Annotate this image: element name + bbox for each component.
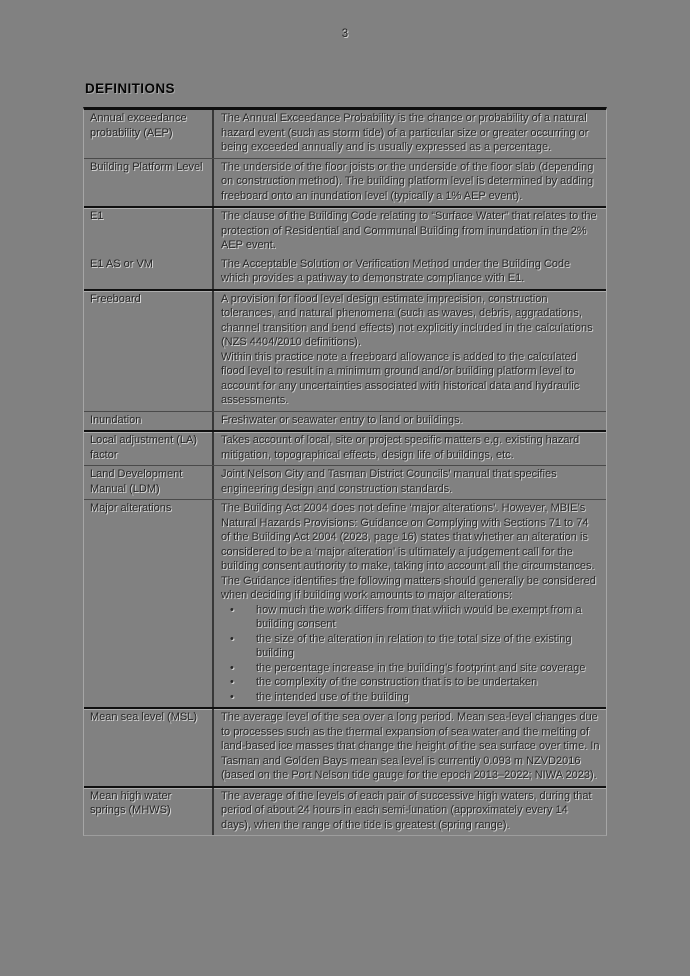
bullet-icon: • (230, 661, 234, 674)
table-row-freeboard (84, 289, 606, 411)
table-row-e1-as-or-vm (84, 256, 606, 289)
term-cell: E1 (90, 210, 104, 222)
term-cell: Inundation (90, 413, 142, 426)
list-item (230, 603, 600, 632)
definition-paragraph: A provision for flood level design estimate imprecision, construction tolerances, and natural phenomena (such as waves, debris, aggradations, channel transition and bend effects) not explicitly included in the calculations (NZS 4404/2010 definitions). (221, 292, 593, 348)
table-row-major-alterations (84, 499, 606, 707)
bullet-icon: • (230, 676, 234, 688)
bullet-text: how much the work differs from that which would be exempt from a building consent (256, 603, 582, 630)
table-row-local-adjustment-factor (84, 430, 606, 465)
table-row-building-platform-level (84, 158, 606, 207)
list-item (230, 661, 600, 676)
definition-cell: Joint Nelson City and Tasman District Councils’ manual that specifies engineering design and construction standards. (212, 466, 606, 499)
bullet-icon: • (230, 690, 234, 703)
page-title: DEFINITIONS (85, 81, 175, 96)
major-alterations-bullet-list (221, 603, 600, 705)
definition-cell (212, 500, 606, 707)
term-cell: Mean high water springs (MHWS) (90, 789, 172, 816)
table-row-inundation (84, 411, 606, 431)
definition-cell: Takes account of local, site or project specific matters e.g. existing hazard mitigation, topographical effects, design life of buildings, etc. (212, 432, 606, 465)
definition-cell: The underside of the floor joists or the underside of the floor slab (depending on construction method). The building platform level is determined by adding freeboard onto an inundation level (typically a 1% AEP event). (212, 159, 606, 207)
term-cell: Land Development Manual (LDM) (90, 468, 183, 495)
definition-paragraph: The Building Act 2004 does not define ‘major alterations’. However, MBIE’s Natural Hazards Provisions: Guidance on Complying with Sections 71 to 74 of the Building Act 2004 (2023, page 16) states that whether an alteration is considered to be a ‘major alteration’ is ultimately a judgement call for the building consent authority to make, taking into account all the circumstances. The Guidance identifies the following matters should generally be considered when deciding if building work amounts to major alterations: (221, 502, 596, 601)
term-cell: Freeboard (90, 292, 141, 305)
definition-cell: The clause of the Building Code relating to “Surface Water” that relates to the protection of Residential and Communal Building from inundation in the 2% AEP event. (212, 208, 606, 256)
bullet-icon: • (230, 632, 234, 645)
table-row-aep (84, 110, 606, 158)
list-item (230, 675, 600, 690)
bullet-text: the percentage increase in the building’s footprint and site coverage (256, 661, 586, 674)
definition-cell: The Annual Exceedance Probability is the chance or probability of a natural hazard event (such as storm tide) of a particular size or greater occurring or being exceeded annually and is usually expressed as a percentage. (212, 110, 606, 158)
term-cell: Annual exceedance probability (AEP) (90, 112, 187, 139)
term-cell: Major alterations (90, 502, 172, 514)
definition-paragraph: Within this practice note a freeboard allowance is added to the calculated flood level to result in a minimum ground and/or building platform level to account for any uncertainties associated with historical data and hydraulic assessments. (221, 350, 580, 406)
table-row-mean-sea-level (84, 707, 606, 786)
bullet-text: the complexity of the construction that is to be undertaken (256, 676, 538, 688)
table-row-e1 (84, 206, 606, 256)
definition-cell: The Acceptable Solution or Verification Method under the Building Code which provides a pathway to demonstrate compliance with E1. (212, 256, 606, 289)
list-item (230, 690, 600, 705)
bullet-text: the intended use of the building (256, 690, 409, 703)
definition-cell (212, 291, 606, 411)
list-item (230, 632, 600, 661)
page-number: 3 (341, 28, 349, 40)
definition-cell: The average level of the sea over a long period. Mean sea-level changes due to processes such as the thermal expansion of sea water and the melting of land-based ice masses that change the height of the sea surface over time. In Tasman and Golden Bays mean sea level is currently 0.093 m NZVD2016 (based on the Port Nelson tide gauge for the epoch 2013–2022; NIWA 2023). (212, 709, 606, 786)
definition-cell: The average of the levels of each pair of successive high waters, during that period of about 24 hours in each semi-lunation (approximately every 14 days), when the range of the tide is greatest (spring range). (212, 788, 606, 836)
definitions-table (83, 107, 607, 836)
table-row-land-development-manual (84, 465, 606, 499)
table-row-mean-high-water-springs (84, 786, 606, 836)
bullet-text: the size of the alteration in relation to the total size of the existing building (256, 632, 572, 659)
bullet-icon: • (230, 603, 234, 616)
term-cell: Mean sea level (MSL) (90, 711, 197, 723)
definition-cell: Freshwater or seawater entry to land or buildings. (212, 412, 606, 431)
term-cell: Building Platform Level (90, 160, 203, 173)
term-cell: Local adjustment (LA) factor (90, 434, 197, 461)
term-cell: E1 AS or VM (90, 257, 153, 270)
